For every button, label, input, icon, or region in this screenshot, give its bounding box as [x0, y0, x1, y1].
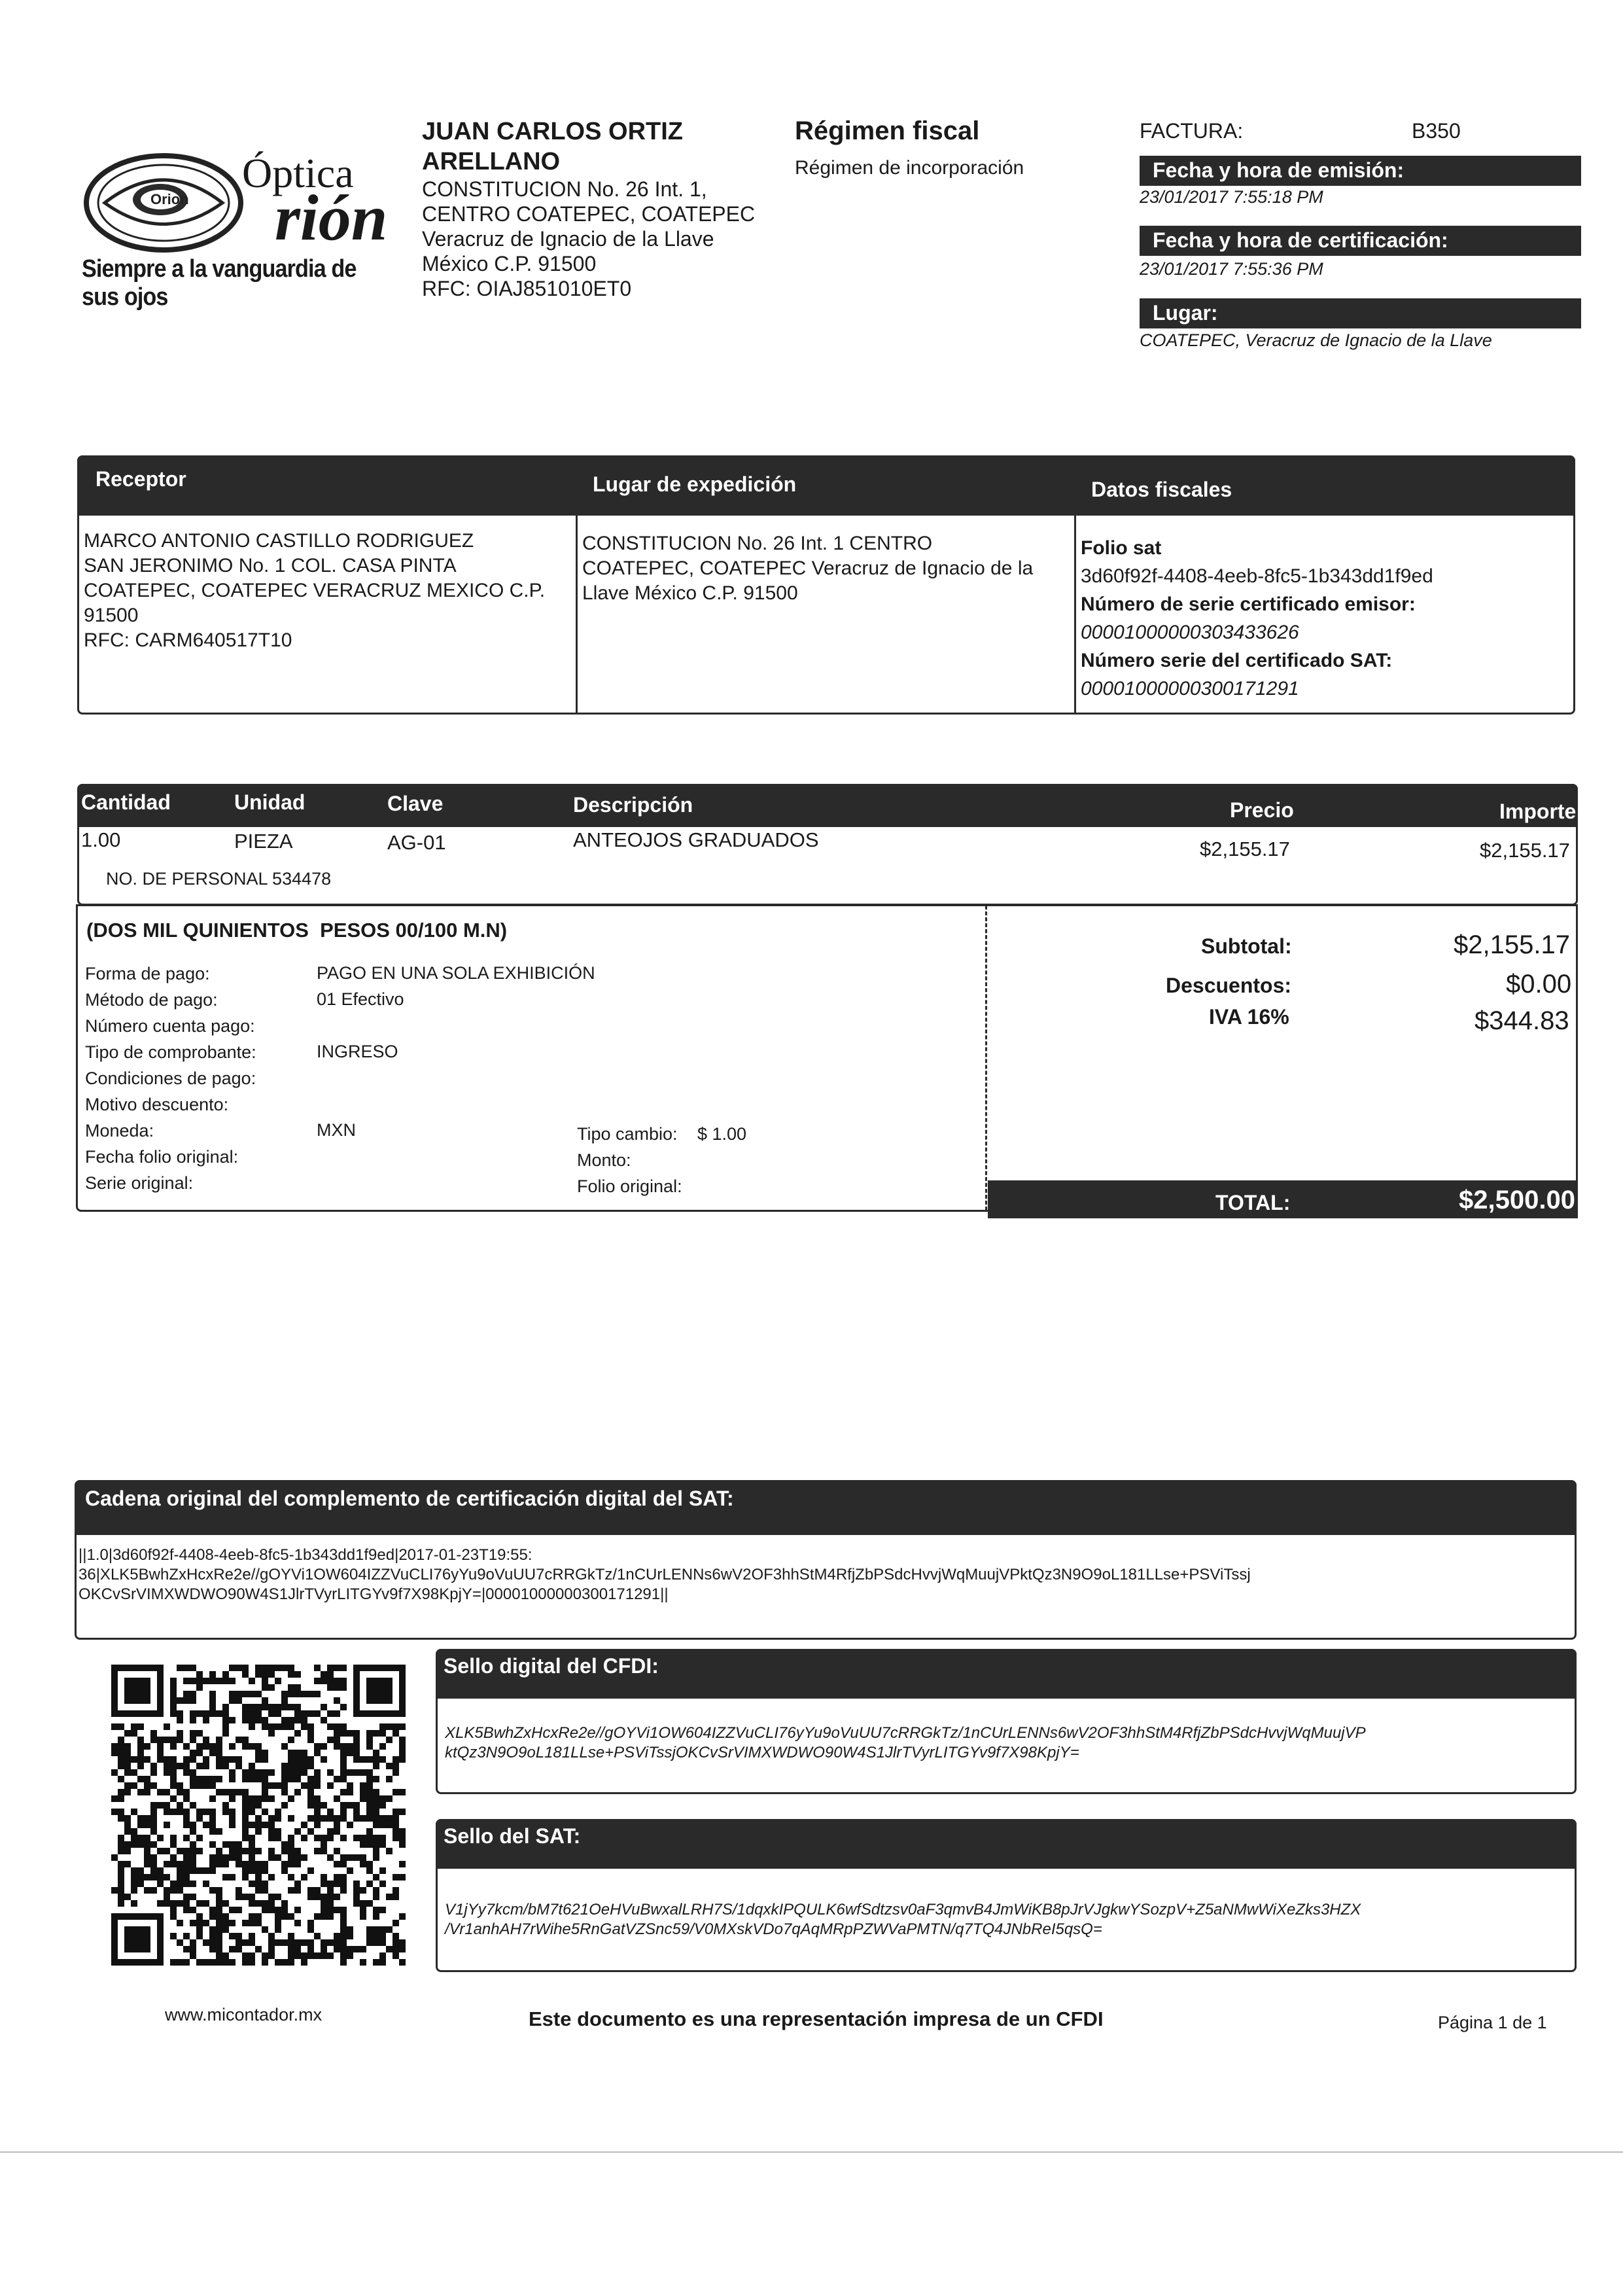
logo-brand-main: rión [275, 181, 388, 254]
emision-value: 23/01/2017 7:55:18 PM [1140, 187, 1323, 207]
motivo-descuento-label: Motivo descuento: [85, 1095, 229, 1114]
issuer-rfc: RFC: OIAJ851010ET0 [422, 277, 632, 300]
receptor-city: COATEPEC, COATEPEC VERACRUZ MEXICO C.P. [84, 580, 546, 601]
parties-divider-1 [576, 455, 578, 715]
total-value: $2,500.00 [1459, 1186, 1575, 1214]
cadena-line3: OKCvSrVIMXWDWO90W4S1JlrTVyrLITGYv9f7X98KpjY=|00001000000300171291|| [79, 1585, 669, 1603]
iva-label: IVA 16% [1209, 1005, 1289, 1029]
tipo-cambio-label: Tipo cambio: [577, 1124, 678, 1144]
expedicion-line3: Llave México C.P. 91500 [582, 582, 798, 604]
payment-section [76, 904, 1578, 1212]
sello-sat-header: Sello del SAT: [444, 1824, 581, 1848]
item-cantidad: 1.00 [81, 828, 121, 851]
regimen-value: Régimen de incorporación [795, 157, 1024, 179]
sello-cfdi-header: Sello digital del CFDI: [444, 1654, 659, 1678]
amount-in-words: (DOS MIL QUINIENTOS PESOS 00/100 M.N) [86, 919, 508, 942]
factura-label: FACTURA: [1140, 119, 1244, 143]
serie-original-label: Serie original: [85, 1173, 194, 1193]
forma-pago-label: Forma de pago: [85, 964, 210, 983]
lugar-value: COATEPEC, Veracruz de Ignacio de la Llave [1140, 330, 1492, 350]
lugar-label: Lugar: [1153, 301, 1218, 325]
tipo-comprobante-value: INGRESO [317, 1042, 398, 1061]
cadena-line1: ||1.0|3d60f92f-4408-4eeb-8fc5-1b343dd1f9ed|2017-01-23T19:55: [79, 1546, 532, 1564]
sello-sat-text [445, 1900, 1570, 1939]
sello-sat-line1: V1jYy7kcm/bM7t621OeHVuBwxalLRH7S/1dqxkIPQULK6wfSdtzsv0aF3qmvB4JmWiKB8pJrVJgkwYSozpV+Z5aNMwWiXeZks3HZX [445, 1901, 1361, 1918]
folio-original-label: Folio original: [577, 1176, 682, 1196]
footer-website: www.micontador.mx [165, 2005, 323, 2024]
condiciones-pago-label: Condiciones de pago: [85, 1069, 256, 1088]
iva-value: $344.83 [1475, 1006, 1569, 1035]
cadena-line2: 36|XLK5BwhZxHcxRe2e//gOYVi1OW604IZZVuCLI76yYu9oVuUU7cRRGkTz/1nCUrLENNs6wV2OF3hhStM4RfjZbPSdcHvvjWqMuujVPktQz3N9O9oL181LLse+PSViTssj [79, 1566, 1251, 1583]
cuenta-pago-label: Número cuenta pago: [85, 1016, 255, 1036]
tipo-cambio-value: $ 1.00 [697, 1124, 747, 1144]
receptor-name: MARCO ANTONIO CASTILLO RODRIGUEZ [84, 530, 474, 552]
parties-header-row [77, 455, 1575, 516]
logo-brand-top: Óptica [242, 150, 354, 196]
sello-cfdi-line2: ktQz3N9O9oL181LLse+PSViTssjOKCvSrVIMXWDWO90W4S1JlrTVyrLITGYv9f7X98KpjY= [445, 1744, 1079, 1761]
serie-emisor-label: Número de serie certificado emisor: [1081, 593, 1416, 615]
serie-emisor-value: 00001000000303433626 [1081, 622, 1299, 643]
payment-labels [85, 961, 256, 1196]
descuentos-label: Descuentos: [1166, 974, 1292, 997]
logo-tagline: Siempre a la vanguardia de sus ojos [82, 255, 357, 311]
monto-label: Monto: [577, 1150, 631, 1170]
regimen-title: Régimen fiscal [795, 116, 980, 145]
cadena-header-bar [75, 1480, 1577, 1535]
parties-divider-2 [1074, 455, 1076, 715]
metodo-pago-label: Método de pago: [85, 990, 218, 1010]
cadena-text [79, 1545, 1570, 1604]
lugar-bar [1140, 298, 1581, 328]
factura-number: B350 [1412, 119, 1461, 143]
subtotal-label: Subtotal: [1201, 934, 1292, 958]
emision-label: Fecha y hora de emisión: [1153, 158, 1405, 182]
descuentos-value: $0.00 [1506, 970, 1572, 998]
qr-code-icon [111, 1665, 406, 1966]
footer-statement: Este documento es una representación impresa de un CFDI [529, 2007, 1104, 2030]
certificacion-bar [1140, 226, 1581, 256]
serie-sat-value: 00001000000300171291 [1081, 678, 1299, 699]
item-unidad: PIEZA [234, 830, 293, 853]
expedicion-block [582, 531, 1073, 606]
issuer-name-line2: ARELLANO [422, 148, 561, 175]
serie-sat-label: Número serie del certificado SAT: [1081, 650, 1393, 671]
sello-cfdi-line1: XLK5BwhZxHcxRe2e//gOYVi1OW604IZZVuCLI76yYu9oVuUU7cRRGkTz/1nCUrLENNs6wV2OF3hhStM4RfjZbPSdcHvvjWqMuujVP [445, 1724, 1366, 1742]
col-precio-header: Precio [1230, 798, 1294, 822]
payment-divider [985, 906, 987, 1210]
cadena-header: Cadena original del complemento de certificación digital del SAT: [85, 1487, 734, 1510]
expedicion-line1: CONSTITUCION No. 26 Int. 1 CENTRO [582, 533, 933, 554]
issuer-address3: Veracruz de Ignacio de la Llave [422, 227, 714, 251]
col-importe-header: Importe [1499, 800, 1577, 823]
item-importe: $2,155.17 [1480, 839, 1570, 862]
col-descripcion-header: Descripción [573, 793, 693, 817]
col-clave-header: Clave [387, 792, 444, 815]
issuer-address2: CENTRO COATEPEC, COATEPEC [422, 202, 756, 226]
issuer-address4: México C.P. 91500 [422, 252, 597, 275]
moneda-value: MXN [317, 1120, 356, 1140]
issuer-block [422, 116, 788, 301]
subtotal-value: $2,155.17 [1454, 930, 1570, 959]
metodo-pago-value: 01 Efectivo [317, 989, 404, 1009]
total-label: TOTAL: [1215, 1191, 1291, 1214]
receptor-zip: 91500 [84, 605, 139, 626]
certificacion-value: 23/01/2017 7:55:36 PM [1140, 259, 1323, 279]
issuer-address1: CONSTITUCION No. 26 Int. 1, [422, 177, 707, 201]
sello-cfdi-text [445, 1723, 1570, 1763]
fecha-folio-label: Fecha folio original: [85, 1147, 239, 1167]
item-note: NO. DE PERSONAL 534478 [106, 869, 332, 889]
folio-sat-value: 3d60f92f-4408-4eeb-8fc5-1b343dd1f9ed [1081, 565, 1433, 587]
receptor-header: Receptor [96, 467, 186, 491]
item-precio: $2,155.17 [1200, 838, 1290, 860]
item-clave: AG-01 [387, 831, 446, 854]
col-cantidad-header: Cantidad [81, 790, 171, 814]
certificacion-label: Fecha y hora de certificación: [1153, 228, 1448, 252]
issuer-name-line1: JUAN CARLOS ORTIZ [422, 118, 683, 145]
company-logo [79, 131, 412, 311]
expedicion-line2: COATEPEC, COATEPEC Veracruz de Ignacio de la [582, 557, 1034, 579]
receptor-rfc: RFC: CARM640517T10 [84, 629, 292, 651]
item-descripcion: ANTEOJOS GRADUADOS [573, 828, 819, 851]
fiscales-header: Datos fiscales [1091, 478, 1232, 501]
sello-cfdi-header-bar [436, 1649, 1577, 1699]
col-unidad-header: Unidad [234, 790, 305, 814]
page-bottom-rule [0, 2151, 1623, 2153]
expedicion-header: Lugar de expedición [593, 472, 797, 496]
receptor-street: SAN JERONIMO No. 1 COL. CASA PINTA [84, 555, 457, 576]
fiscales-block [1081, 534, 1571, 703]
qr-code [111, 1665, 406, 1966]
folio-sat-label: Folio sat [1081, 537, 1162, 559]
tipo-comprobante-label: Tipo de comprobante: [85, 1042, 256, 1062]
moneda-label: Moneda: [85, 1121, 154, 1140]
sello-sat-line2: /Vr1anhAH7rWihe5RnGatVZSnc59/V0MXskVDo7qAqMRpPZWVaPMTN/q7TQ4JNbReI5qsQ= [445, 1920, 1102, 1938]
logo-badge: Orion [150, 191, 189, 207]
forma-pago-value: PAGO EN UNA SOLA EXHIBICIÓN [317, 963, 595, 983]
footer-page: Página 1 de 1 [1438, 2013, 1547, 2032]
receptor-block [84, 529, 574, 653]
sello-sat-header-bar [436, 1819, 1577, 1869]
emision-bar [1140, 156, 1581, 186]
